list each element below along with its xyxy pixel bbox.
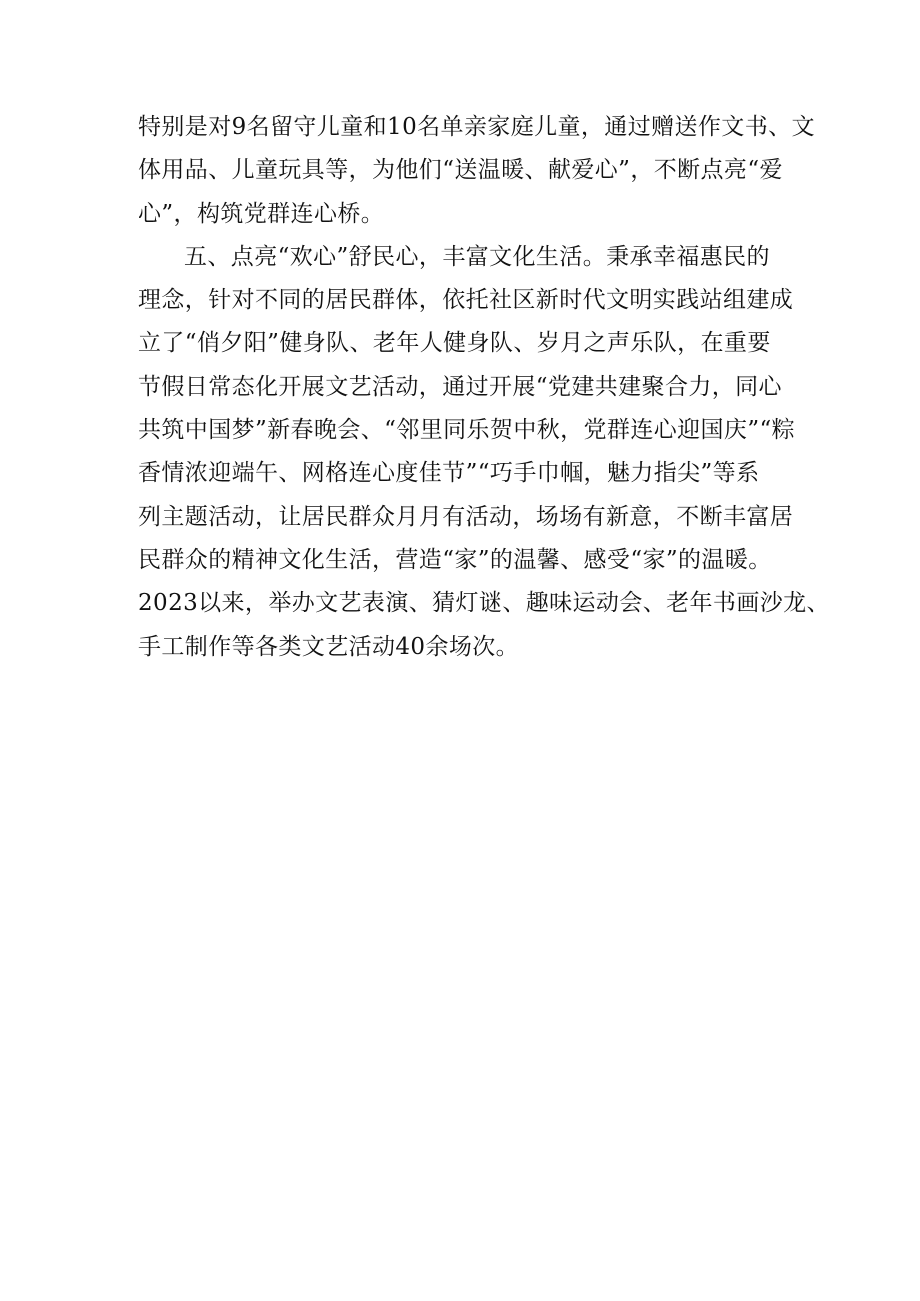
paragraph-line: 香情浓迎端午、网格连心度佳节”“巧手巾帼，魅力指尖”等系 xyxy=(138,460,760,487)
paragraph-1 xyxy=(138,106,815,236)
paragraph-line: 列主题活动，让居民群众月月有活动，场场有新意，不断丰富居 xyxy=(138,503,794,530)
paragraph-line: 特别是对9名留守儿童和10名单亲家庭儿童，通过赠送作文书、文 xyxy=(138,114,815,140)
paragraph-line: 共筑中国梦”新春晚会、“邻里同乐贺中秋，党群连心迎国庆”“粽 xyxy=(138,417,796,444)
paragraph-2 xyxy=(138,236,830,669)
paragraph-line: 2023以来，举办文艺表演、猜灯谜、趣味运动会、老年书画沙龙、 xyxy=(138,590,830,617)
paragraph-line: 立了“俏夕阳”健身队、老年人健身队、岁月之声乐队，在重要 xyxy=(138,330,771,357)
paragraph-line: 理念，针对不同的居民群体，依托社区新时代文明实践站组建成 xyxy=(138,287,794,314)
body-text xyxy=(138,106,830,669)
paragraph-line: 体用品、儿童玩具等，为他们“送温暖、献爱心”，不断点亮“爱 xyxy=(138,157,783,184)
paragraph-line: 节假日常态化开展文艺活动，通过开展“党建共建聚合力，同心 xyxy=(138,373,782,400)
paragraph-line: 心”，构筑党群连心桥。 xyxy=(138,200,385,227)
paragraph-line: 手工制作等各类文艺活动40余场次。 xyxy=(138,633,520,660)
paragraph-line: 五、点亮“欢心”舒民心，丰富文化生活。秉承幸福惠民的 xyxy=(184,243,770,270)
paragraph-line: 民群众的精神文化生活，营造“家”的温馨、感受“家”的温暖。 xyxy=(138,546,772,573)
